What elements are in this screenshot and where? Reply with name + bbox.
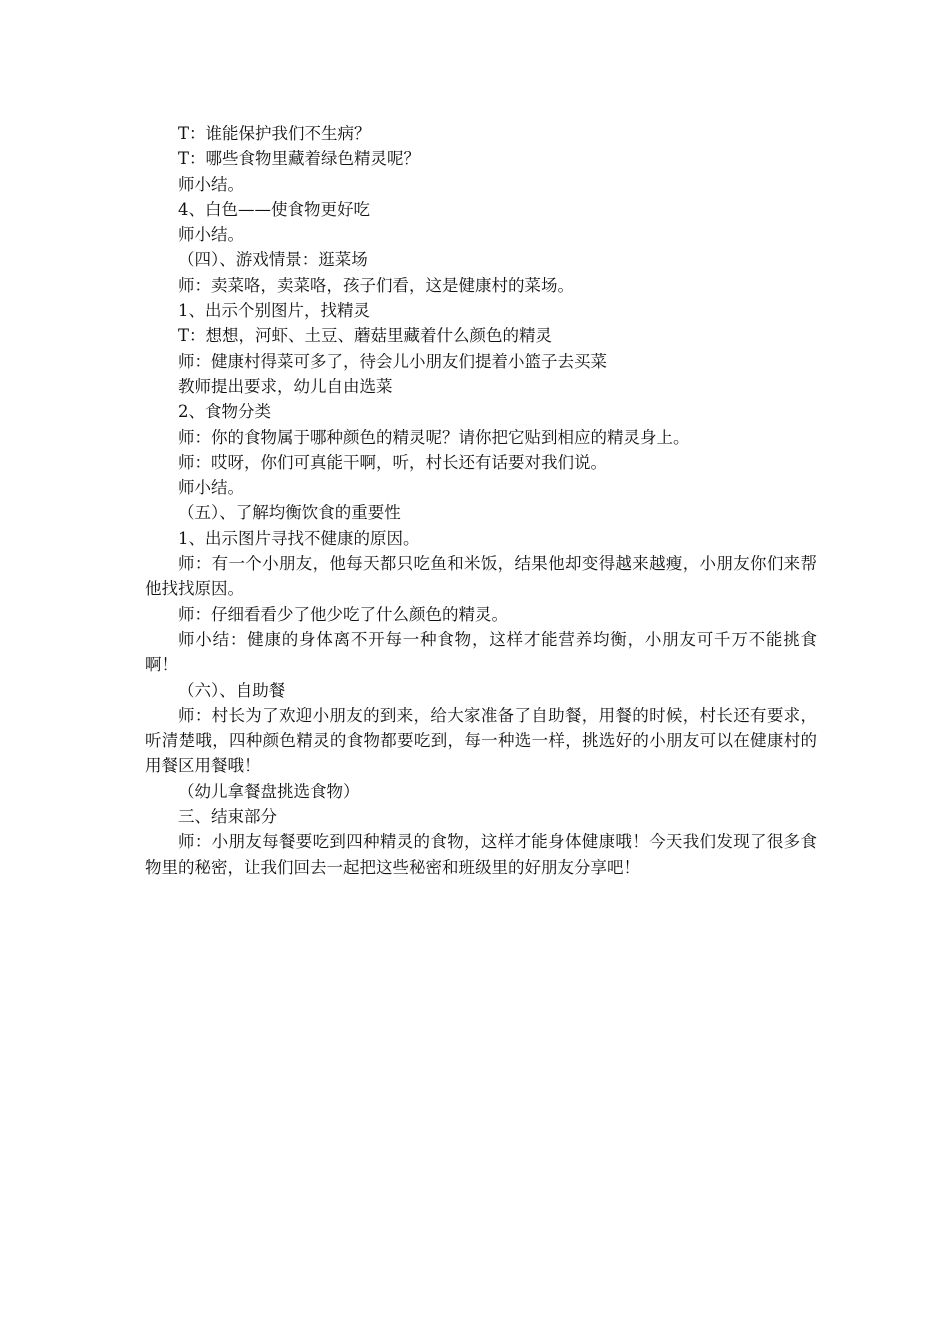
numbered-item: 2、食物分类 [178,402,271,422]
question-line: T：谁能保护我们不生病？ [178,124,371,143]
numbered-item: 4、白色——使食物更好吃 [178,199,370,219]
summary-line: 师小结。 [178,478,244,498]
section-heading: 三、结束部分 [178,807,277,827]
teacher-paragraph: 师：村长为了欢迎小朋友的到来，给大家准备了自助餐，用餐的时候，村长还有要求，听清楚哦，四种颜色精灵的食物都要吃到，每一种选一样，挑选好的小朋友可以在健康村的用餐区用餐哦！ [145,705,817,776]
section-heading: （五）、了解均衡饮食的重要性 [178,503,401,523]
teacher-line: 师：仔细看看少了他少吃了什么颜色的精灵。 [178,604,508,624]
activity-note: （幼儿拿餐盘挑选食物） [178,781,360,801]
question-line: T：想想，河虾、土豆、蘑菇里藏着什么颜色的精灵 [178,326,553,346]
numbered-item: 1、出示个别图片，找精灵 [178,301,370,321]
teacher-paragraph: 师：有一个小朋友，他每天都只吃鱼和米饭，结果他却变得越来越瘦，小朋友你们来帮他找找原因。 [145,554,817,599]
teacher-line: 师：卖菜咯，卖菜咯，孩子们看，这是健康村的菜场。 [178,275,574,295]
question-line: T：哪些食物里藏着绿色精灵呢？ [178,149,421,169]
summary-line: 师小结。 [178,174,244,194]
instruction-line: 教师提出要求，幼儿自由选菜 [178,376,393,396]
teacher-line: 师：哎呀，你们可真能干啊，听，村长还有话要对我们说。 [178,452,607,472]
numbered-item: 1、出示图片寻找不健康的原因。 [178,528,420,548]
section-heading: （六）、自助餐 [178,680,286,700]
summary-line: 师小结。 [178,225,244,245]
summary-paragraph: 师小结：健康的身体离不开每一种食物，这样才能营养均衡，小朋友可千万不能挑食啊！ [145,629,817,675]
teacher-line: 师：你的食物属于哪种颜色的精灵呢？请你把它贴到相应的精灵身上。 [178,427,690,447]
teacher-paragraph: 师：小朋友每餐要吃到四种精灵的食物，这样才能身体健康哦！今天我们发现了很多食物里的秘密，让我们回去一起把这些秘密和班级里的好朋友分享吧！ [145,832,817,877]
section-heading: （四）、游戏情景：逛菜场 [178,250,368,270]
teacher-line: 师：健康村得菜可多了，待会儿小朋友们提着小篮子去买菜 [178,351,607,371]
document-body [145,121,817,880]
